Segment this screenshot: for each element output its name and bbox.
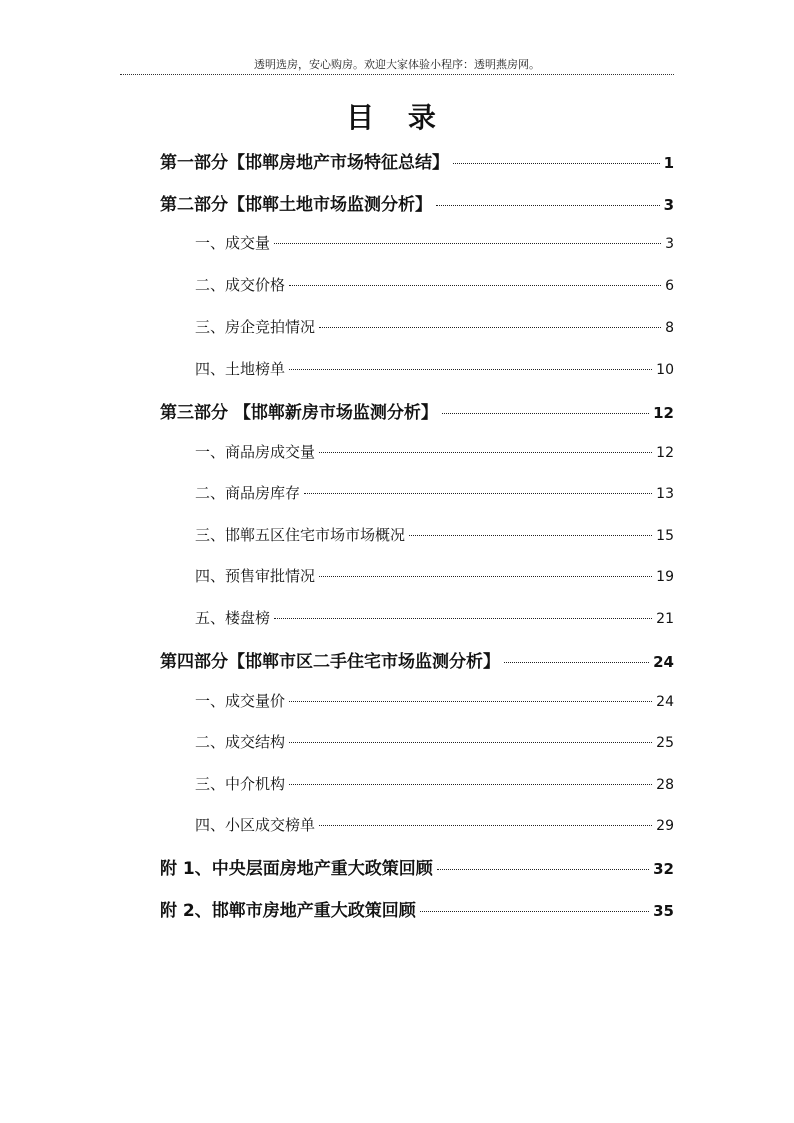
toc-leader-dots	[453, 163, 660, 164]
toc-entry-text: 三、邯郸五区住宅市场市场概况	[195, 526, 406, 544]
toc-entry-text: 一、商品房成交量	[195, 443, 316, 461]
toc-entry-3-5[interactable]	[160, 607, 674, 633]
toc-entry-text: 第三部分 【邯郸新房市场监测分析】	[160, 403, 438, 423]
toc-page-number: 24	[653, 653, 674, 671]
toc-title: 目 录	[346, 101, 448, 134]
toc-leader-dots	[289, 701, 652, 702]
header-note: 透明选房，安心购房。欢迎大家体验小程序：透明燕房网。	[254, 58, 540, 71]
toc-page-number: 12	[656, 445, 674, 461]
toc-page-number: 29	[656, 818, 674, 834]
toc-entry-3-1[interactable]	[160, 441, 674, 467]
toc-leader-dots	[319, 825, 652, 826]
toc-entry-4-4[interactable]	[160, 814, 674, 840]
toc-leader-dots	[504, 662, 649, 663]
toc-leader-dots	[289, 742, 652, 743]
toc-leader-dots	[409, 535, 652, 536]
toc-entry-2-2[interactable]	[160, 274, 674, 300]
toc-leader-dots	[304, 493, 652, 494]
toc-entry-3-3[interactable]	[160, 524, 674, 550]
toc-leader-dots	[319, 327, 661, 328]
toc-entry-text: 四、小区成交榜单	[195, 816, 316, 834]
toc-entry-text: 二、成交价格	[195, 276, 286, 294]
toc-page-number: 21	[656, 611, 674, 627]
toc-entry-text: 三、房企竞拍情况	[195, 318, 316, 336]
toc-entry-part-2[interactable]	[160, 190, 674, 218]
toc-leader-dots	[436, 205, 660, 206]
toc-page-number: 28	[656, 777, 674, 793]
toc-page-number: 13	[656, 486, 674, 502]
toc-entry-4-2[interactable]	[160, 731, 674, 757]
toc-entry-text: 二、成交结构	[195, 733, 286, 751]
toc-page-number: 12	[653, 404, 674, 422]
toc-leader-dots	[420, 911, 649, 912]
toc-page-number: 6	[665, 278, 674, 294]
toc-entry-text: 附 1、中央层面房地产重大政策回顾	[160, 859, 433, 879]
toc-leader-dots	[289, 784, 652, 785]
toc-leader-dots	[442, 413, 649, 414]
toc-entry-2-1[interactable]	[160, 232, 674, 258]
toc-page-number: 19	[656, 569, 674, 585]
toc-page-number: 25	[656, 735, 674, 751]
toc-entry-part-4[interactable]	[160, 647, 674, 675]
toc-entry-text: 四、土地榜单	[195, 360, 286, 378]
toc-page-number: 8	[665, 320, 674, 336]
toc-entry-3-4[interactable]	[160, 565, 674, 591]
toc-entry-text: 第二部分【邯郸土地市场监测分析】	[160, 195, 432, 215]
toc-leader-dots	[319, 452, 652, 453]
toc-entry-2-4[interactable]	[160, 358, 674, 384]
toc-page-number: 24	[656, 694, 674, 710]
toc-page-number: 15	[656, 528, 674, 544]
toc-entry-text: 三、中介机构	[195, 775, 286, 793]
toc-entry-appendix-1[interactable]	[160, 854, 674, 882]
header-divider	[120, 74, 674, 75]
toc-entry-text: 五、楼盘榜	[195, 609, 271, 627]
toc-page-number: 35	[653, 902, 674, 920]
toc-page-number: 3	[663, 196, 674, 214]
toc-page-number: 32	[653, 860, 674, 878]
toc-page-number: 10	[656, 362, 674, 378]
toc-entry-text: 附 2、邯郸市房地产重大政策回顾	[160, 901, 416, 921]
toc-entry-4-1[interactable]	[160, 690, 674, 716]
toc-page-number: 1	[663, 154, 674, 172]
toc-entry-text: 第四部分【邯郸市区二手住宅市场监测分析】	[160, 652, 500, 672]
toc-leader-dots	[289, 369, 652, 370]
toc-leader-dots	[289, 285, 661, 286]
toc-entry-part-3[interactable]	[160, 398, 674, 426]
toc-entry-text: 一、成交量	[195, 234, 271, 252]
toc-leader-dots	[437, 869, 649, 870]
toc-entry-appendix-2[interactable]	[160, 896, 674, 924]
toc-entry-text: 第一部分【邯郸房地产市场特征总结】	[160, 153, 449, 173]
toc-entry-part-1[interactable]	[160, 148, 674, 176]
toc-entry-2-3[interactable]	[160, 316, 674, 342]
toc-entry-text: 一、成交量价	[195, 692, 286, 710]
toc-page-number: 3	[665, 236, 674, 252]
toc-leader-dots	[274, 243, 661, 244]
toc-entry-text: 二、商品房库存	[195, 484, 301, 502]
toc-entry-3-2[interactable]	[160, 482, 674, 508]
toc-leader-dots	[274, 618, 652, 619]
toc-leader-dots	[319, 576, 652, 577]
toc-entry-text: 四、预售审批情况	[195, 567, 316, 585]
toc-entry-4-3[interactable]	[160, 773, 674, 799]
